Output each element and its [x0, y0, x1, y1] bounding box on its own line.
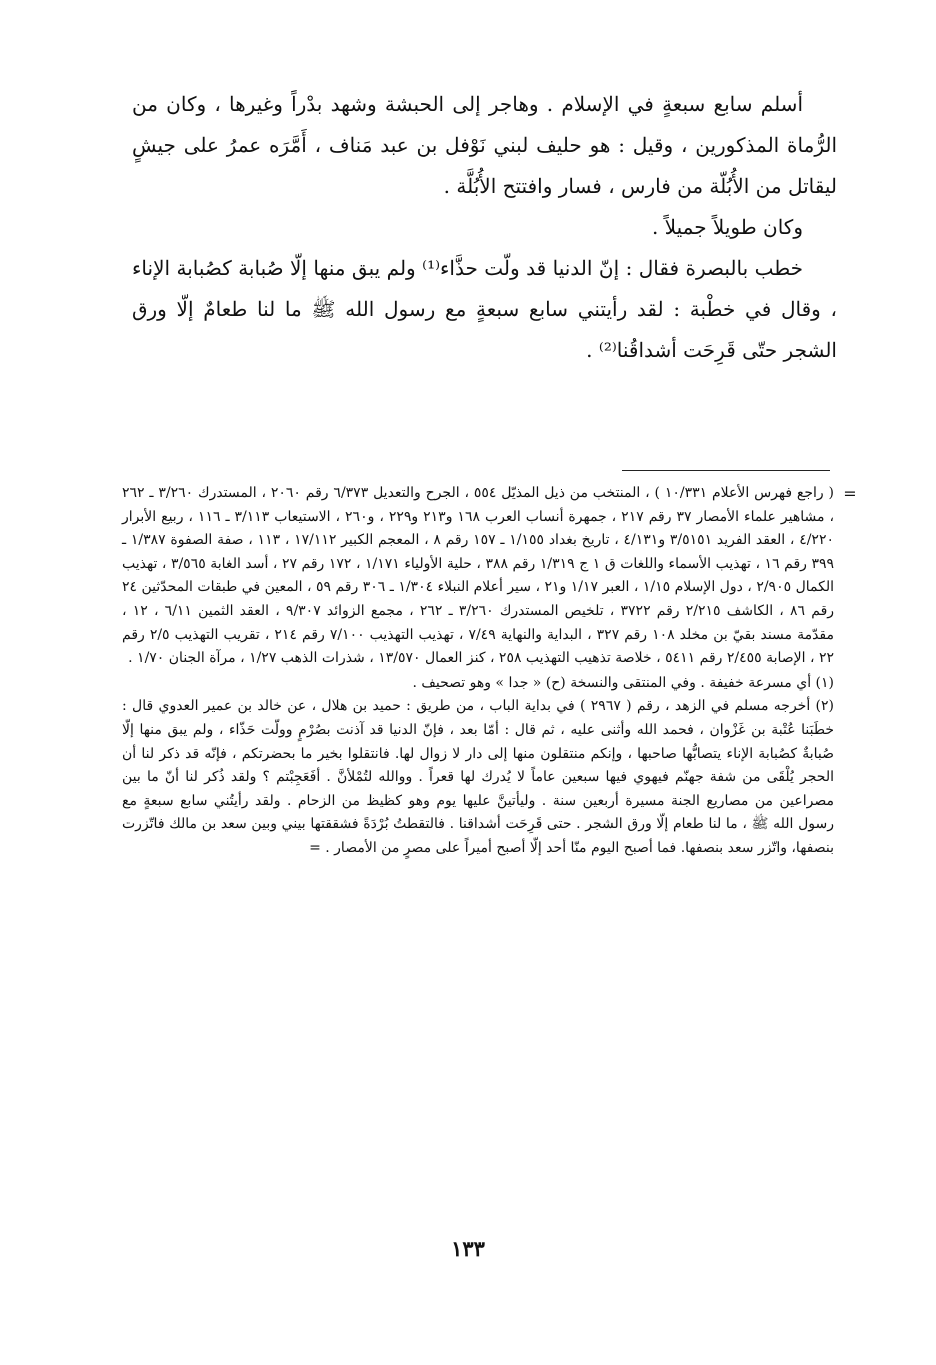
footnote-2: (٢) أخرجه مسلم في الزهد ، رقم ( ٢٩٦٧ ) في بداية الباب ، من طريق : حميد بن هلال ، عن خالد بن عمير العدوي قال : خطَبَنا عُتْبة بن غَزْوان ، فحمد الله وأثنى عليه ، ثم قال : أمّا بعد ، فإنّ الدنيا قد آذنت بصُرْمٍ وولّت حَذّاء ، ولم يبق منها إلّا صُبابةٌ كصُبابة الإناء يتصابُّها صاحبها ، وإنكم منتقلون منها إلى دار لا زوال لها. فانتقلوا بخير ما بحضرتكم ، فإنّه قد ذكر لنا أن الحجر يُلْقَى من شفة جهنّم فيهوي فيها سبعين عاماً لا يُدرك لها قعراً . ووالله لتُمْلأنَّ . أفَعَجِبْتم ؟ ولقد ذُكر لنا أنّ ما بين مصراعين من مصاريع الجنة مسيرة أربعين سنة . وليأتينَّ عليها يوم وهو كظيظ من الزحام . ولقد رأيتُني سابع سبعةٍ مع رسول الله ﷺ ، ما لنا طعام إلّا ورق الشجر . حتى قَرِحَت أشداقنا . فالتقطتُ بُرْدَةً فشققتها بيني وبين سعد بن مالك فاتّزرت بنصفها، واتّزر سعد بنصفها. فما أصبح اليوم منّا أحد إلّا أصبح أميراً على مصرٍ من الأمصار . =	[122, 698, 834, 856]
footnote-1: (١) أي مسرعة خفيفة . وفي المنتقى والنسخة (ح) « جدا » وهو تصحيف .	[412, 674, 834, 691]
paragraph-appearance: وكان طويلاً جميلاً .	[651, 215, 803, 239]
footnote-separator	[622, 470, 830, 471]
footnote-continuation-mark: =	[843, 484, 857, 503]
main-text	[132, 84, 837, 371]
page-number: ١٣٣	[451, 1236, 485, 1261]
footnotes	[122, 482, 834, 861]
footnote-sources: ( راجع فهرس الأعلام ١٠/٣٣١ ) ، المنتخب من ذيل المذيّل ٥٥٤ ، الجرح والتعديل ٦/٣٧٣ رقم ٢٠٦٠ ، المستدرك ٣/٢٦٠ ـ ٢٦٢ ، مشاهير علماء الأمصار ٣٧ رقم ٢١٧ ، جمهرة أنساب العرب ١٦٨ و٢١٣ و٢٢٩ ، و٢٦٠ ، الاستيعاب ٣/١١٣ ـ ١١٦ ، ربيع الأبرار ٤/٢٢٠ ، العقد الفريد ٣/٥١٥١ و٤/١٣١ ، تاريخ بغداد ١/١٥٥ ـ ١٥٧ رقم ٨ ، المعجم الكبير ١٧/١١٢ ، ١١٣ ، صفة الصفوة ١/٣٨٧ ـ ٣٩٩ رقم ١٦ ، تهذيب الأسماء واللغات ق ١ ج ١/٣١٩ رقم ٣٨٨ ، حلية الأولياء ١/١٧١ ، ١٧٢ رقم ٢٧ ، أسد الغابة ٣/٥٦٥ ، تهذيب الكمال ٢/٩٠٥ ، دول الإسلام ١/١٥ ، العبر ١/١٧ و٢١ ، سير أعلام النبلاء ١/٣٠٤ ـ ٣٠٦ رقم ٥٩ ، المعين في طبقات المحدّثين ٢٤ رقم ٨٦ ، الكاشف ٢/٢١٥ رقم ٣٧٢٢ ، تلخيص المستدرك ٣/٢٦٠ ـ ٢٦٢ ، مجمع الزوائد ٩/٣٠٧ ، العقد الثمين ٦/١١ ، ١٢ ، مقدّمة مسند بقيّ بن مخلد ١٠٨ رقم ٣٢٧ ، البداية والنهاية ٧/٤٩ ، تهذيب التهذيب ٧/١٠٠ رقم ٢١٤ ، تقريب التهذيب ٢/٥ رقم ٢٢ ، الإصابة ٢/٤٥٥ رقم ٥٤١١ ، خلاصة تذهيب التهذيب ٢٥٨ ، كنز العمال ١٣/٥٧٠ ، شذرات الذهب ١/٢٧ ، مرآة الجنان ١/٧٠ .	[122, 485, 835, 667]
paragraph-biography: أسلم سابع سبعةٍ في الإسلام . وهاجر إلى الحبشة وشهد بدْراً وغيرها ، وكان من الرُّماة المذكورين ، وقيل : هو حليف لبني نَوْفل بن عبد مَناف ، أَمَّرَه عمرُ على جيشٍ ليقاتل من الأُبُلّة من فارس ، فسار وافتتح الأُبُلَّة .	[132, 92, 837, 198]
paragraph-sermon: خطب بالبصرة فقال : إنّ الدنيا قد ولّت حذَّاء⁽¹⁾ ولم يبق منها إلّا صُبابة كصُبابة الإناء ، وقال في خطْبة : لقد رأيتني سابع سبعةٍ مع رسول الله ﷺ ما لنا طعامٌ إلّا ورق الشجر حتّى قَرِحَت أشداقُنا⁽²⁾ .	[132, 256, 837, 362]
